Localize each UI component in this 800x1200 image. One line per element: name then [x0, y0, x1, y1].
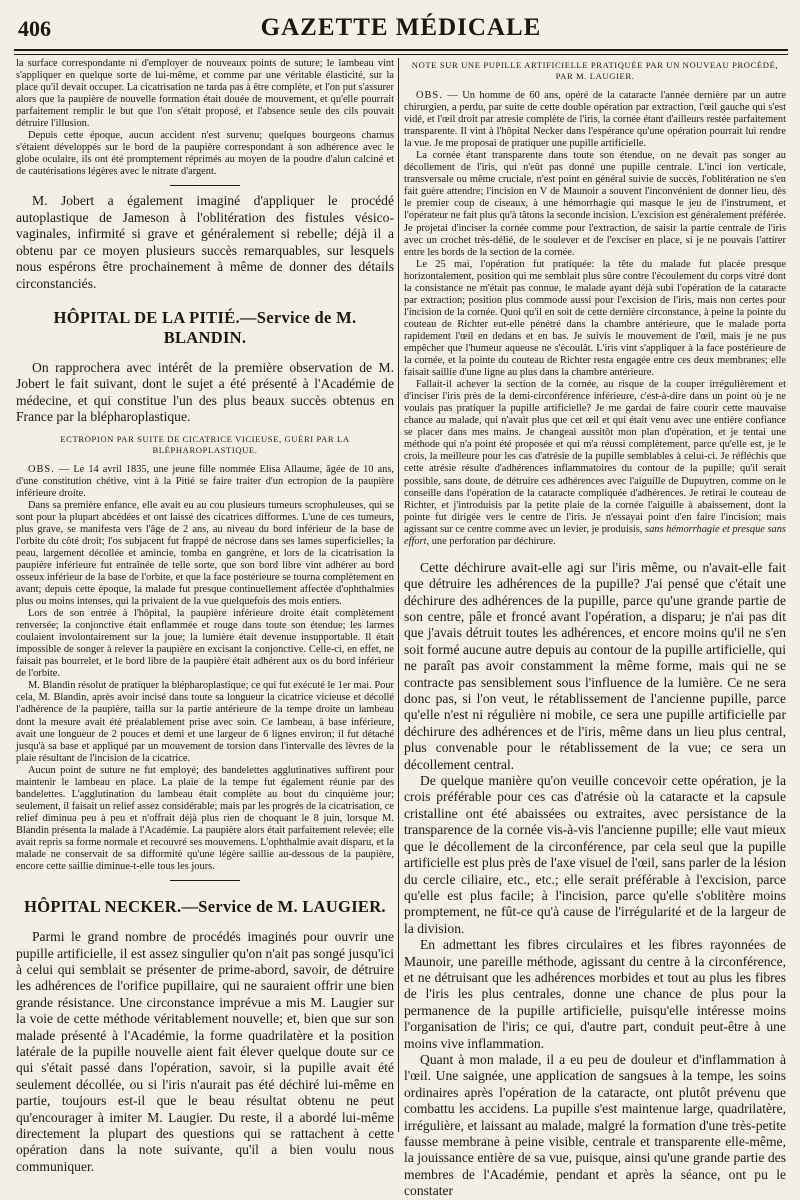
text-run: , une perforation par déchirure. — [426, 535, 556, 547]
section-divider — [170, 880, 240, 881]
paragraph-intro-necker: Parmi le grand nombre de procédés imaginés pour ouvrir une pupille artificielle, il est assez singulier qu'on n'ait pas songé jusqu'ici à celui qui semblait se présenter de prime-abord, savoir, de détruire les adhérences de l'orifice pupillaire, qui ne sauraient offrir une bien grande résistance. Une circonstance imprévue a mis M. Laugier sur la voie de cette méthode véritablement nouvelle; et, bien que sur son malade présenté à l'Académie, la forme quadrilatère et la position latérale de la pupille nouvelle aient fait élever quelque doute sur ce qui s'était passé dans l'opération, savoir, si la pupille avait été seulement décollée, ou si l'iris n'aurait pas été déchiré lui-même en partie, toujours est-il que le beau résultat obtenu ne peut qu'encourager à imiter M. Laugier. Du reste, il a abordé lui-même directement la plupart des questions qui se rattachent à cette opération dans la note suivante, qu'il a bien voulu nous communiquer. — [16, 929, 394, 1174]
hospital-heading-necker: HÔPITAL NECKER.—Service de M. LAUGIER. — [24, 897, 386, 917]
continued-paragraph: la surface correspondante ni d'employer de nouveaux points de suture; le lambeau vint s'appliquer en quelque sorte de lui-même, et comme par une véritable élasticité, sur la place qu'il devait occuper. La cicatrisation ne tarda pas à être complète, et l'on put s'assurer alors que la paupière de nouvelle formation était douée de mouvement, et qu'elle pourrait parfaitement remplir le but que l'on s'était proposé, et l'absence seule des cils pouvait détruire l'illusion. — [16, 58, 394, 130]
column-separator — [398, 58, 399, 1132]
paragraph: Le 25 mai, l'opération fut pratiquée: la tête du malade fut placée presque horizontalement, position qui me semblait plus sûre contre l'écoulement du corps vitré dont la consistance ne m'était pas connue, le malade ayant déjà subi l'opération de la cataracte par extraction; position plus commode aussi pour l'excision de l'iris, mais non certes pour l'incision de la cornée. Quoi qu'il en soit de cette dernière circonstance, à peine la pointe du couteau de Richter eut-elle pénétré dans la chambre antérieure, que le malade porta rapidement l'œil en dedans et en bas. Je suivis le mouvement de l'œil, mais je ne pus empêcher que l'humeur aqueuse ne s'écoulât. L'iris vint s'appliquer à la face postérieure de la cornée, et la pointe du couteau de Richter resta engagée entre ces deux membranes; elle faisait saillie d'une ligne au plus dans la chambre antérieure. — [404, 258, 786, 379]
paragraph: Aucun point de suture ne fut employé; des bandelettes agglutinatives suffirent pour maintenir le lambeau en place. La plaie de la tempe fut également réunie par des bandelettes. L'agglutination du lambeau était complète au bout du cinquième jour; seulement, il faisait un relief assez considérable; mais par les progrès de la cicatrisation, ce relief diminua peu à peu et n'offrait déjà plus rien de choquant le 8 juin, lorsque M. Blandin présenta la malade à l'Académie. La paupière alors était parfaitement relevée; elle avait repris sa forme normale et recouvré ses mouvemens. L'ophthalmie avait disparu, et la malade ne conservait de sa difformité qu'une légère saillie au-dessous de la paupière, encore cette saillie diminue-t-elle tous les jours. — [16, 764, 394, 873]
paragraph-intro-pitie: On rapprochera avec intérêt de la première observation de M. Jobert le fait suivant, dont le sujet a été présenté à l'Académie de médecine, et qui constitue l'un des plus beaux succès obtenus en France par la blépharoplastique. — [16, 359, 394, 425]
page-header — [14, 14, 788, 44]
obs-label: OBS. — [28, 463, 55, 475]
paragraph: Lors de son entrée à l'hôpital, la paupière inférieure droite était complètement renversée; la conjonctive était enflammée et rouge dans toute son étendue; les larmes coulaient involontairement sur la joue; la lumière était devenue insupportable. Il était impossible de songer à relever la paupière en excisant la conjonctive. Celle-ci, en effet, ne faisait pas bourrelet, et le bord libre de la paupière était adhérent aux os du bord inférieur de l'orbite. — [16, 608, 394, 680]
paragraph: Dans sa première enfance, elle avait eu au cou plusieurs tumeurs scrophuleuses, qui se sont pour la plupart abcédées et ont laissé des cicatrices difformes. L'une de ces tumeurs, plus grave, se manifesta vers l'âge de 2 ans, au niveau du bord inférieur de la base de l'orbite du côté droit; l'os subjacent fut frappé de nécrose dans ses lames superficielles; la peau, largement décollée et amincie, tomba en gangrène, et lors de la cicatrisation la paupière inférieure fut entraînée de telle sorte, que son bord libre vint adhérer au bord osseux inférieur de la base de l'orbite, et que la face postérieure se tourna complètement en avant; depuis cette époque, la malade fut presque continuellement affectée d'ophthalmies plus ou moins intenses, qui la privaient de la vue quelquefois des mois entiers. — [16, 499, 394, 608]
paragraph — [404, 379, 786, 548]
obs-label: OBS. — [416, 90, 443, 101]
section-divider — [170, 185, 240, 186]
header-rule — [14, 49, 788, 55]
text-run: Fallait-il achever la section de la cornée, au risque de la couper irrégulièrement et d'inciser l'iris près de la demi-circonférence inférieure, c'est-à-dire dans un point où je ne voulais pas pratiquer la pupille artificielle? Je me gardai de faire courir cette mauvaise chance au malade, qui n'avait plus que cet œil et qui était venu avec une entière confiance se placer dans mes mains. Je changeai aussitôt mon plan d'opération, et je tentai une méthode qui n'a point été proposée et qui m'a réussi complètement, parce qu'elle est, je le crois, la meilleure pour les cas d'atrésie de la pupille semblables à celui-ci. Je réfléchis que cette atrésie résulte d'adhérences inflammatoires du contour de la pupille; qu'il serait possible, sans doute, de détruire ces adhérences avec l'aiguille de Dupuytren, comme on le conseille dans l'opération de la cataracte compliquée d'adhérences. Je retirai le couteau de Richter, et j'introduisis par la petite plaie de la cornée l'aiguille à abaissement, dont la pointe fut dirigée vers le centre de l'iris. Je n'essayai point d'en faire l'incision; mais agissant sur ce centre comme avec un levier, je produisis, — [404, 379, 786, 535]
case-subtitle-ectropion: ECTROPION PAR SUITE DE CICATRICE VICIEUSE, GUÉRI PAR LA BLÉPHAROPLASTIQUE. — [60, 433, 350, 455]
observation-text: — Un homme de 60 ans, opéré de la cataracte l'année dernière par un autre chirurgien, a perdu, par suite de cette double opération par extraction, l'œil gauche qui s'est vidé, et l'œil droit par atresie complète de l'iris, la cornée étant d'ailleurs restée parfaitement transparente. Il vint à l'hôpital Necker dans l'espérance qu'une opération pourrait lui rendre la vue. Je me proposai de pratiquer une pupille artificielle. — [404, 90, 786, 150]
hospital-heading-pitie: HÔPITAL DE LA PITIÉ.—Service de M. BLANDIN. — [53, 307, 357, 347]
note-subtitle-pupille: NOTE SUR UNE PUPILLE ARTIFICIELLE PRATIQUÉE PAR UN NOUVEAU PROCÉDÉ, PAR M. LAUGIER. — [411, 60, 779, 81]
paragraph: M. Blandin résolut de pratiquer la blépharoplastique; ce qui fut exécuté le 1er mai. Pour cela, M. Blandin, après avoir incisé dans toute sa longueur la cicatrice vicieuse et décollé l'adhérence de la paupière, tailla sur la partie antérieure de la tempe droite un lambeau dont la mesure avait été préalablement prise avec soin. Ce lambeau, à base inférieure, avait une longueur de 2 pouces et demi et une largeur de 6 lignes environ; il fut détaché jusqu'à sa base et appliqué par un mouvement de torsion dans l'intervalle des lèvres de la plaie résultant de l'incision de la cicatrice. — [16, 680, 394, 764]
observation-paragraph — [16, 464, 394, 500]
paragraph: Depuis cette époque, aucun accident n'est survenu; quelques bourgeons charnus s'étaient développés sur le bord de la paupière correspondant à son adhérence avec le globe oculaire, ils ont été promptement réprimés au moyen de la poudre d'alun calciné et de cautérisations légères avec le nitrate d'argent. — [16, 130, 394, 178]
paragraph: De quelque manière qu'on veuille concevoir cette opération, je la crois préférable pour ces cas d'atrésie où la cataracte et la capsule cristalline ont été abaissées ou extraites, avec persistance de la transparence de la cornée vis-à-vis l'ancienne pupille; elle vaut mieux que le décollement de la circonférence, par cela seul que la pupille artificielle est plus près de l'axe visuel de l'œil, sans parler de la lésion du cercle ciliaire, etc., etc.; elle serait préférable à l'excision, parce qu'elle est plus facile; à l'incision, parce qu'elle s'oblitère moins promptement, ne fût-ce qu'à cause de l'irrégularité et de la largeur de la division. — [404, 773, 786, 936]
paragraph: Cette déchirure avait-elle agi sur l'iris même, ou n'avait-elle fait que détruire les adhérences de la pupille? J'ai pensé que c'était une déchirure des adhérences de la pupille, parce qu'une grande partie de son centre, pâle et froncé avant l'opération, a disparu; je n'ai pas dit que j'avais détruit toutes les adhérences, et encore moins qu'il ne s'en soit formé aucune autre depuis au contour de la pupille artificielle, qui ne paraît pas avoir constamment la même forme, mais qui ne se contracte pas sensiblement sous l'influence de la lumière. Ce ne sera donc pas, si l'on veut, le rétablissement de l'ancienne pupille, parce qu'elle n'est ni régulière ni mobile, ce sera une pupille artificielle par déchirure des adhérences et de l'iris, même dans un lieu plus central, plus convenable pour le rétablissement de la vue; ce sera un décollement central. — [404, 559, 786, 772]
paragraph: En admettant les fibres circulaires et les fibres rayonnées de Maunoir, une pareille méthode, agissant du centre à la circonférence, et ne détruisant que les adhérences morbides et tout au plus les fibres de l'iris les plus centrales, donne une chance de plus pour la permanence de la pupille artificielle, puisqu'elle intéresse moins l'organisation de l'iris; ce qui, d'autre part, conduit peut-être à une moins vive inflammation. — [404, 937, 786, 1051]
page-number: 406 — [18, 16, 51, 41]
italic-text: sans hémorrhagie et presque sans effort — [404, 523, 786, 547]
paragraph: La cornée étant transparente dans toute son étendue, on ne devait pas songer au décollement de l'iris, qui n'eût pas donné une pupille centrale. L'inci ion verticale, transversale ou même cruciale, n'est point en général suivie de succès, l'oblitération ne s'en fait guère attendre; l'incision en V de Maunoir a souvent l'inconvénient de donner lieu, dès le premier coup de ciseaux, à une hémorrhagie qui masque le jeu de l'instrument, et l'opérateur ne fait plus qu'à tâtons la seconde incision. L'excision est généralement préférée. Je projetai d'inciser la cornée comme pour l'extraction, de saisir la partie centrale de l'iris avec un crochet très-délié, de le soulever et de l'exciser en place, si je ne pouvais l'attirer entre les bords de la section de la cornée. — [404, 150, 786, 258]
paragraph: Quant à mon malade, il a eu peu de douleur et d'inflammation à l'œil. Une saignée, une application de sangsues à la tempe, les soins ordinaires après l'opération de la cataracte, ont plutôt prévenu que combattu les accidens. La pupille s'est maintenue large, quadrilatère, irrégulière, et laissant au malade, malgré la formation d'une très-petite fausse membrane à peine visible, centrale et transparente elle-même, la jouissance entière de sa vue, puisque, ainsi qu'une grande partie des membres de l'Académie, pendant et après la séance, ont pu le constater — [404, 1051, 786, 1199]
right-column — [404, 58, 786, 1199]
paragraph-jobert: M. Jobert a également imaginé d'appliquer le procédé autoplastique de Jameson à l'oblitération des fistules vésico-vaginales, infirmité si grave et généralement si rebelle; déjà il a obtenu par ce moyen plusieurs succès remarquables, sur lesquels nous espérons être prochainement à même de donner des détails circonstanciés. — [16, 193, 394, 291]
left-column — [16, 58, 394, 1174]
observation-paragraph — [404, 90, 786, 150]
observation-text: — Le 14 avril 1835, une jeune fille nommée Elisa Allaume, âgée de 10 ans, d'une constitution chétive, vint à la Pitié se faire traiter d'un ectropion de la paupière inférieure droite. — [16, 463, 394, 499]
journal-title: GAZETTE MÉDICALE — [260, 14, 542, 41]
